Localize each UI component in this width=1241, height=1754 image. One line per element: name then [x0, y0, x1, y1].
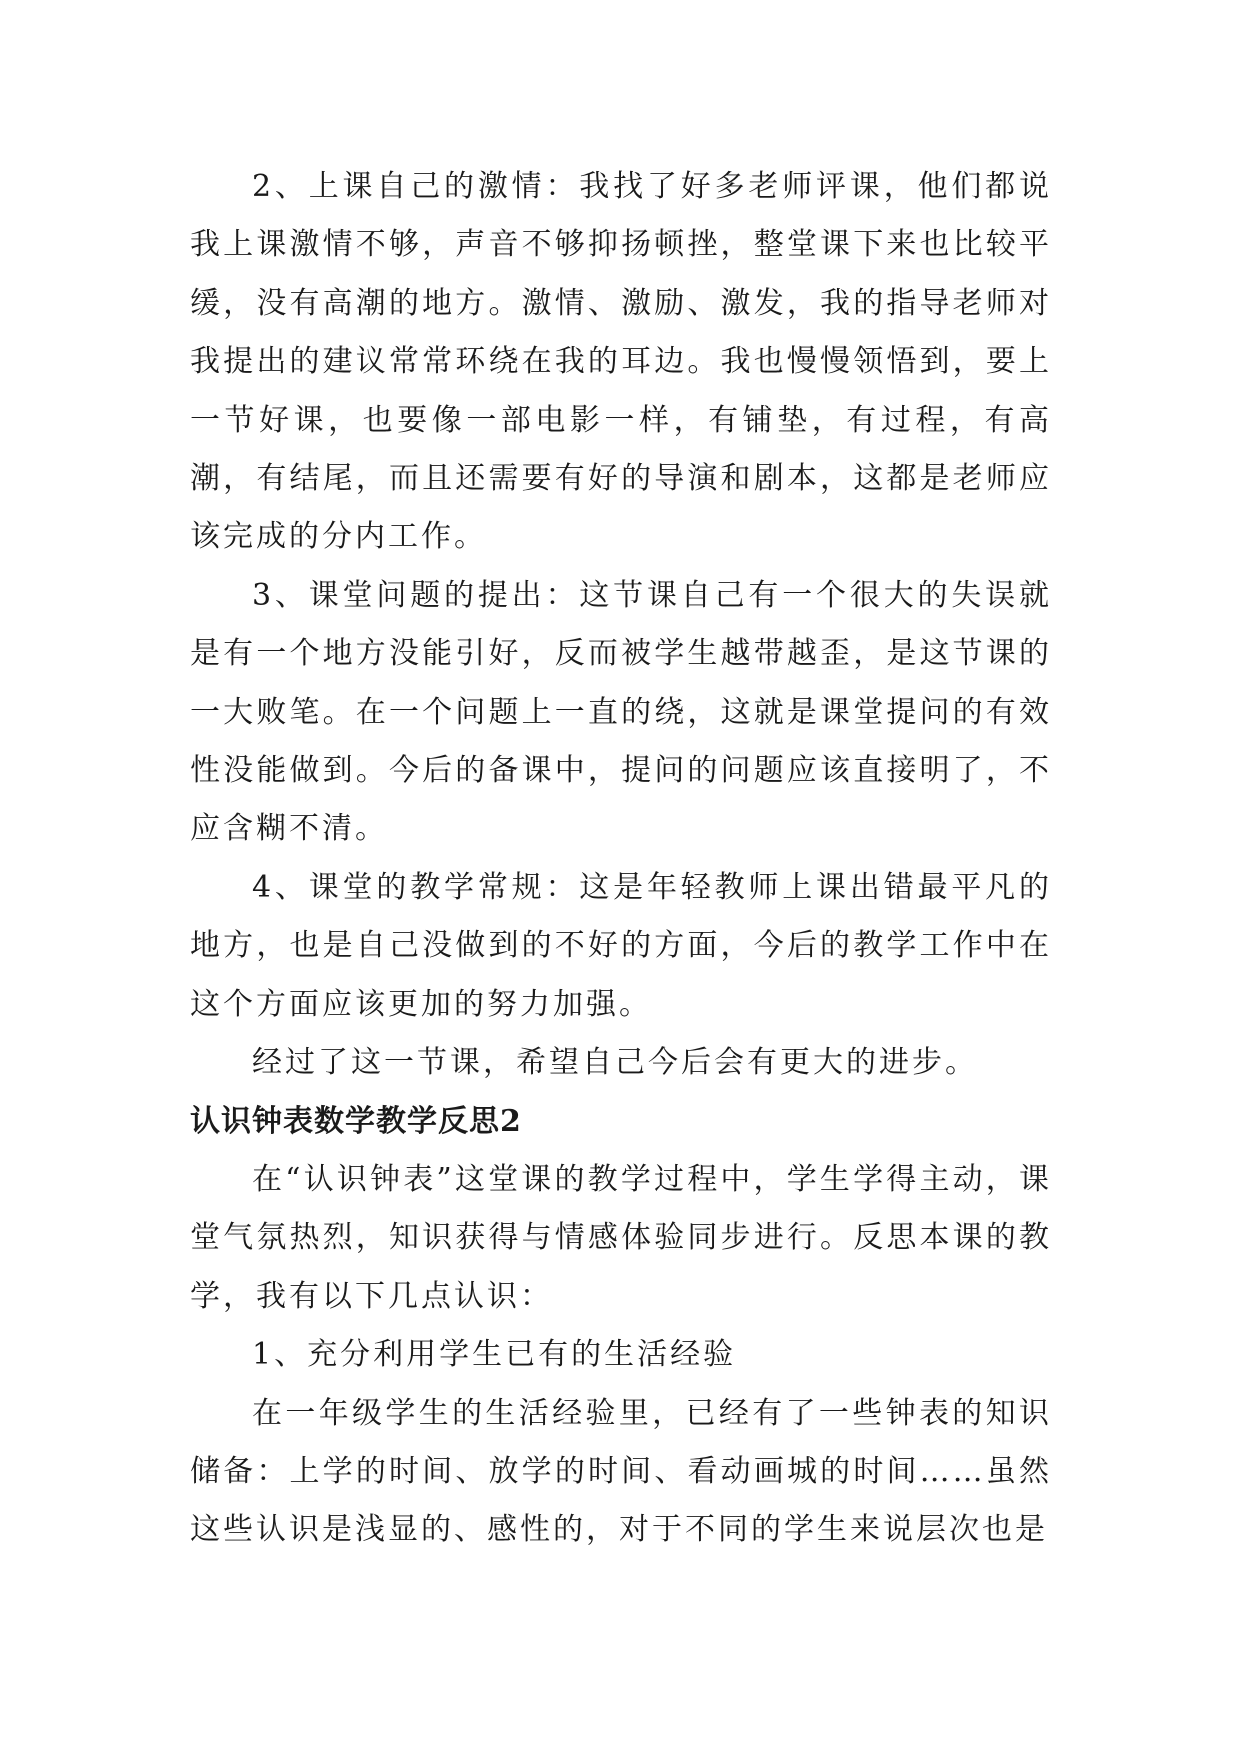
document-body	[190, 158, 1052, 1560]
paragraph-intro: 在“认识钟表”这堂课的教学过程中，学生学得主动，课堂气氛热烈，知识获得与情感体验同步进行。反思本课的教学，我有以下几点认识：	[190, 1161, 1052, 1314]
paragraph-conclusion: 经过了这一节课，希望自己今后会有更大的进步。	[252, 1045, 978, 1081]
paragraph-point-3: 3、课堂问题的提出：这节课自己有一个很大的失误就是有一个地方没能引好，反而被学生越带越歪，是这节课的一大败笔。在一个问题上一直的绕，这就是课堂提问的有效性没能做到。今后的备课中，提问的问题应该直接明了，不应含糊不清。	[190, 577, 1052, 847]
section-title: 认识钟表数学教学反思2	[190, 1103, 522, 1139]
paragraph-point-4: 4、课堂的教学常规：这是年轻教师上课出错最平凡的地方，也是自己没做到的不好的方面，今后的教学工作中在这个方面应该更加的努力加强。	[190, 869, 1052, 1022]
paragraph-point-1-body: 在一年级学生的生活经验里，已经有了一些钟表的知识储备：上学的时间、放学的时间、看动画城的时间……虽然这些认识是浅显的、感性的，对于不同的学生来说层次也是	[190, 1395, 1052, 1548]
paragraph-point-2: 2、上课自己的激情：我找了好多老师评课，他们都说我上课激情不够，声音不够抑扬顿挫，整堂课下来也比较平缓，没有高潮的地方。激情、激励、激发，我的指导老师对我提出的建议常常环绕在我的耳边。我也慢慢领悟到，要上一节好课，也要像一部电影一样，有铺垫，有过程，有高潮，有结尾，而且还需要有好的导演和剧本，这都是老师应该完成的分内工作。	[190, 169, 1052, 555]
paragraph-point-1-heading: 1、充分利用学生已有的生活经验	[252, 1337, 737, 1373]
